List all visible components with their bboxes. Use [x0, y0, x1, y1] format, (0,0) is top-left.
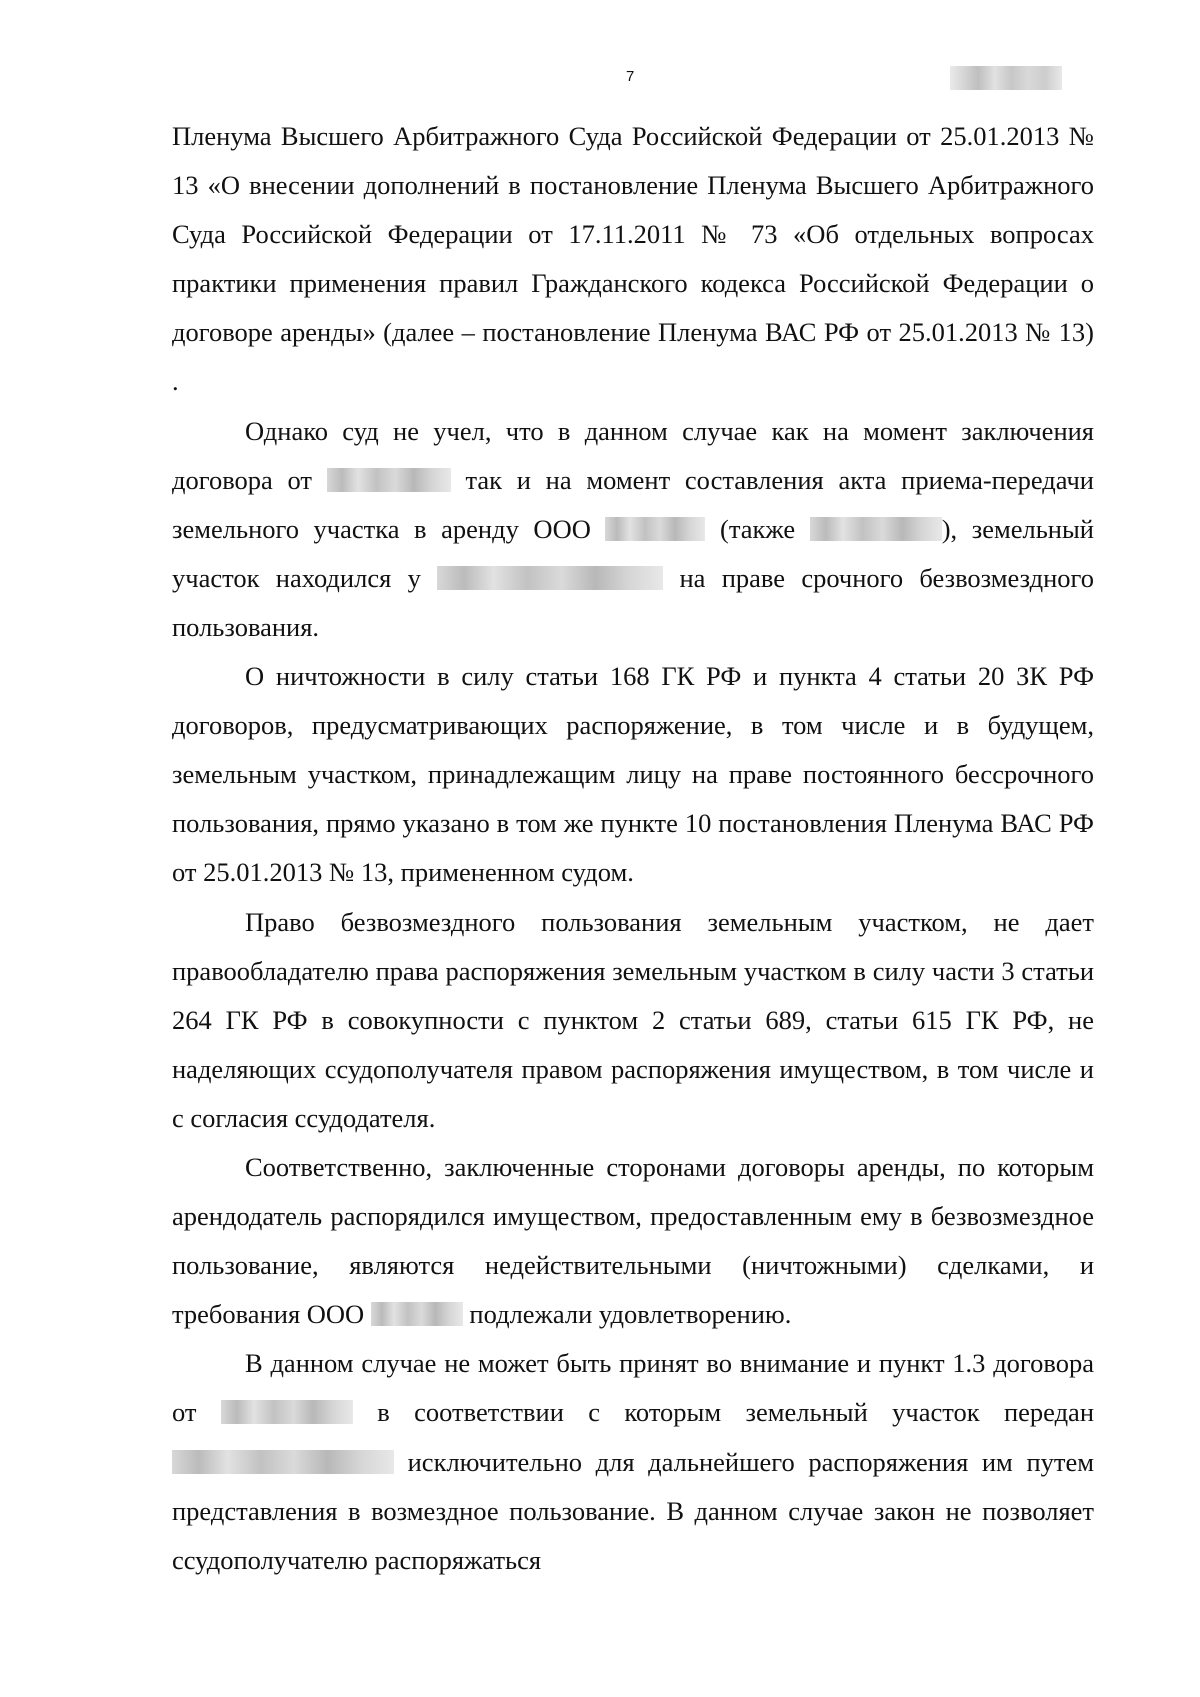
- redacted-block: [810, 517, 942, 541]
- redacted-block: [221, 1400, 353, 1424]
- paragraph: [172, 898, 1094, 1143]
- redacted-block: [437, 566, 663, 590]
- text-run: ), земельный участок находился у: [172, 513, 1094, 593]
- paragraph: [172, 407, 1094, 652]
- text-run: Соответственно, заключенные сторонами договоры аренды, по которым арендодатель распорядился имуществом, предоставленным ему в безвозмездное пользование, являются недействительными (ничтожными) сделками, и требования ООО: [172, 1151, 1094, 1330]
- text-run: так и на момент составления акта приема-передачи земельного участка в аренду ООО: [172, 464, 1094, 544]
- redacted-block: [371, 1302, 463, 1326]
- text-run: на праве срочного безвозмездного пользования.: [172, 562, 1094, 642]
- document-body: [172, 112, 1094, 1585]
- text-run: В данном случае не может быть принят во внимание и пункт 1.3 договора от: [172, 1348, 1094, 1428]
- page-number: 7: [626, 68, 635, 85]
- redacted-block: [172, 1450, 394, 1474]
- redacted-block: [605, 517, 705, 541]
- paragraph: [172, 1339, 1094, 1584]
- text-run: исключительно для дальнейшего распоряжения им путем представления в возмездное пользование. В данном случае закон не позволяет ссудополучателю распоряжаться: [172, 1446, 1094, 1575]
- text-run: Пленума Высшего Арбитражного Суда Российской Федерации от 25.01.2013 № 13 «О внесении дополнений в постановление Пленума Высшего Арбитражного Суда Российской Федерации от 17.11.2011 № 73 «Об отдельных вопросах практики применения правил Гражданского кодекса Российской Федерации о договоре аренды» (далее – постановление Пленума ВАС РФ от 25.01.2013 № 13) .: [172, 121, 1094, 397]
- redacted-header-block: [950, 66, 1062, 90]
- text-run: Право безвозмездного пользования земельным участком, не дает правообладателю права распоряжения земельным участком в силу части 3 статьи 264 ГК РФ в совокупности с пунктом 2 статьи 689, статьи 615 ГК РФ, не наделяющих ссудополучателя правом распоряжения имуществом, в том числе и с согласия ссудодателя.: [172, 906, 1094, 1133]
- text-run: в соответствии с которым земельный участок передан: [352, 1397, 1095, 1428]
- text-run: Однако суд не учел, что в данном случае как на момент заключения договора от: [172, 415, 1094, 495]
- text-run: (также: [705, 513, 810, 544]
- paragraph: [172, 652, 1094, 897]
- text-run: О ничтожности в силу статьи 168 ГК РФ и пункта 4 статьи 20 ЗК РФ договоров, предусматривающих распоряжение, в том числе и в будущем, земельным участком, принадлежащим лицу на праве постоянного бессрочного пользования, прямо указано в том же пункте 10 постановления Пленума ВАС РФ от 25.01.2013 № 13, примененном судом.: [172, 661, 1094, 888]
- redacted-block: [327, 468, 451, 492]
- paragraph: [172, 112, 1094, 407]
- text-run: подлежали удовлетворению.: [462, 1299, 792, 1330]
- paragraph: [172, 1143, 1094, 1339]
